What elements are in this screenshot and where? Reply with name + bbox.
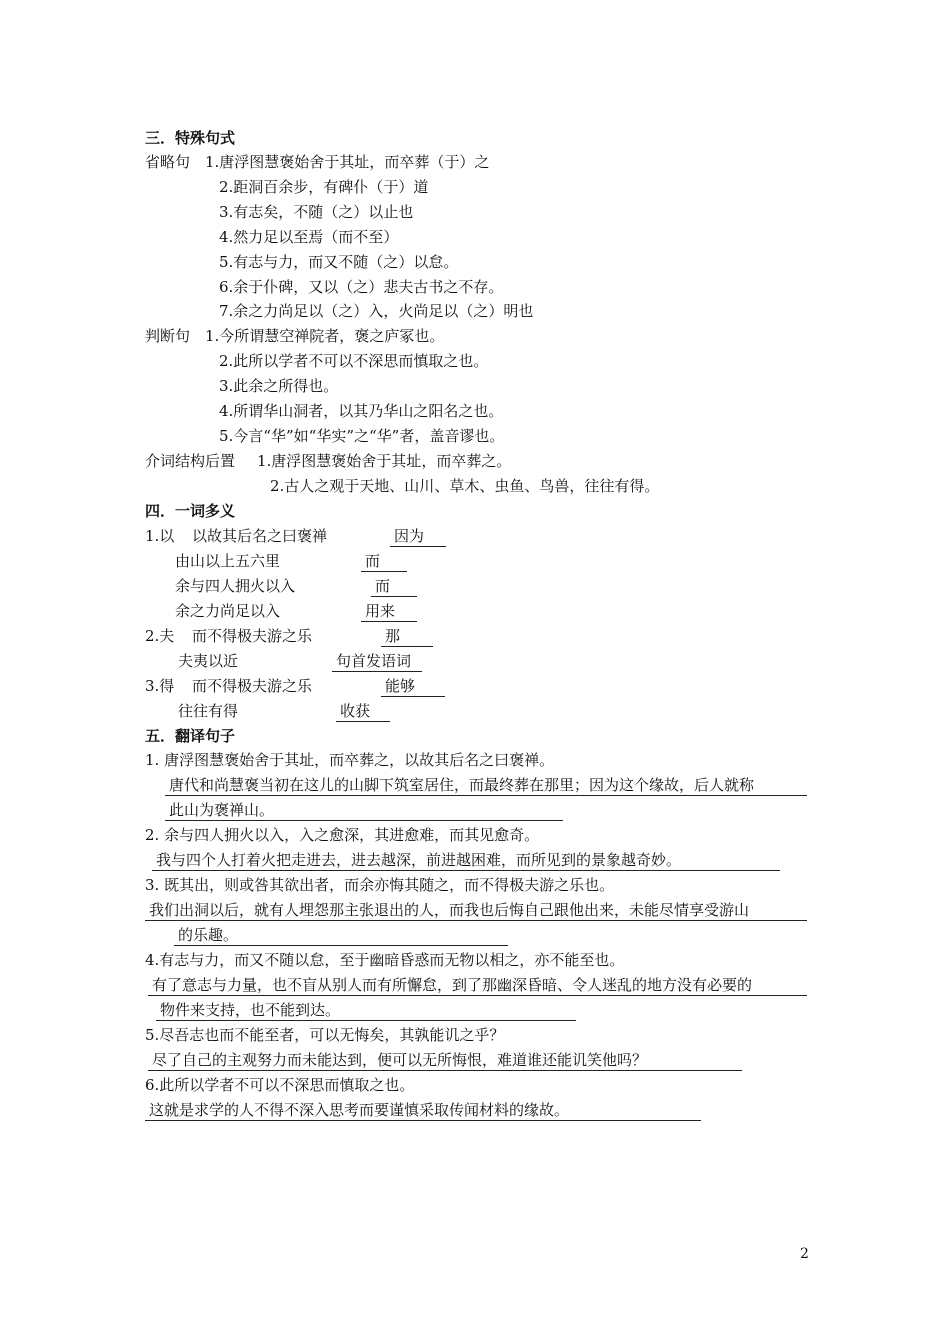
judgment-item: 4.所谓华山洞者，以其乃华山之阳名之也。 bbox=[219, 402, 504, 420]
polysemy-answer: 而 bbox=[371, 576, 417, 597]
translation-answer: 有了意志与力量，也不盲从别人而有所懈怠，到了那幽深昏暗、令人迷乱的地方没有必要的 bbox=[148, 975, 807, 996]
section4-heading: 四．一词多义 bbox=[145, 502, 236, 520]
omission-item: 5.有志与力，而又不随（之）以怠。 bbox=[219, 253, 459, 271]
judgment-item: 3.此余之所得也。 bbox=[219, 377, 339, 395]
polysemy-answer: 句首发语词 bbox=[332, 651, 422, 672]
omission-item: 3.有志矣，不随（之）以止也 bbox=[219, 203, 414, 221]
polysemy-answer: 因为 bbox=[390, 526, 446, 547]
polysemy-word: 2.夫 bbox=[145, 627, 175, 645]
polysemy-answer: 收获 bbox=[336, 701, 390, 722]
translation-answer: 我们出洞以后，就有人埋怨那主张退出的人，而我也后悔自己跟他出来，未能尽情享受游山 bbox=[145, 900, 807, 921]
section3-heading: 三．特殊句式 bbox=[145, 129, 236, 147]
translation-answer: 这就是求学的人不得不深入思考而要谨慎采取传闻材料的缘故。 bbox=[145, 1100, 701, 1121]
polysemy-sentence: 夫夷以近 bbox=[178, 652, 239, 670]
translation-question: 6.此所以学者不可以不深思而慎取之也。 bbox=[145, 1076, 415, 1094]
translation-answer: 我与四个人打着火把走进去，进去越深，前进越困难，而所见到的景象越奇妙。 bbox=[152, 850, 780, 871]
prep-item: 1.唐浮图慧褒始舍于其址，而卒葬之。 bbox=[257, 452, 512, 470]
polysemy-word: 1.以 bbox=[145, 527, 175, 545]
omission-item: 6.余于仆碑，又以（之）悲夫古书之不存。 bbox=[219, 278, 504, 296]
polysemy-sentence: 由山以上五六里 bbox=[175, 552, 281, 570]
translation-answer: 的乐趣。 bbox=[174, 925, 508, 946]
judgment-item: 2.此所以学者不可以不深思而慎取之也。 bbox=[219, 352, 489, 370]
translation-question: 1. 唐浮图慧褒始舍于其址，而卒葬之，以故其后名之曰褒禅。 bbox=[145, 751, 555, 769]
translation-question: 2. 余与四人拥火以入，入之愈深，其进愈难，而其见愈奇。 bbox=[145, 826, 540, 844]
polysemy-word: 3.得 bbox=[145, 677, 175, 695]
polysemy-sentence: 以故其后名之曰褒禅 bbox=[192, 527, 328, 545]
translation-question: 5.尽吾志也而不能至者，可以无悔矣，其孰能讥之乎？ bbox=[145, 1026, 505, 1044]
polysemy-answer: 用来 bbox=[361, 601, 417, 622]
translation-answer: 尽了自己的主观努力而未能达到，便可以无所悔恨，难道谁还能讥笑他吗？ bbox=[148, 1050, 742, 1071]
omission-item: 1.唐浮图慧褒始舍于其址，而卒葬（于）之 bbox=[205, 153, 490, 171]
polysemy-sentence: 余与四人拥火以入 bbox=[175, 577, 296, 595]
prep-label: 介词结构后置 bbox=[145, 452, 236, 470]
page-number: 2 bbox=[800, 1246, 809, 1262]
polysemy-sentence: 余之力尚足以入 bbox=[175, 602, 281, 620]
translation-answer: 物件来支持，也不能到达。 bbox=[156, 1000, 576, 1021]
translation-question: 3. 既其出，则或咎其欲出者，而余亦悔其随之，而不得极夫游之乐也。 bbox=[145, 876, 615, 894]
translation-answer: 此山为褒禅山。 bbox=[165, 800, 563, 821]
prep-item: 2.古人之观于天地、山川、草木、虫鱼、鸟兽，往往有得。 bbox=[270, 477, 660, 495]
judgment-item: 1.今所谓慧空禅院者，褒之庐冢也。 bbox=[205, 327, 445, 345]
omission-label: 省略句 bbox=[145, 153, 191, 171]
polysemy-sentence: 往往有得 bbox=[178, 702, 239, 720]
judgment-label: 判断句 bbox=[145, 327, 191, 345]
translation-answer: 唐代和尚慧褒当初在这儿的山脚下筑室居住，而最终葬在那里；因为这个缘故，后人就称 bbox=[165, 775, 807, 796]
polysemy-answer: 而 bbox=[361, 551, 407, 572]
polysemy-answer: 那 bbox=[381, 626, 433, 647]
judgment-item: 5.今言“华”如“华实”之“华”者，盖音谬也。 bbox=[219, 427, 505, 445]
section5-heading: 五．翻译句子 bbox=[145, 727, 236, 745]
polysemy-answer: 能够 bbox=[381, 676, 445, 697]
translation-question: 4.有志与力，而又不随以怠，至于幽暗昏惑而无物以相之，亦不能至也。 bbox=[145, 951, 625, 969]
omission-item: 4.然力足以至焉（而不至） bbox=[219, 228, 399, 246]
polysemy-sentence: 而不得极夫游之乐 bbox=[192, 627, 313, 645]
omission-item: 7.余之力尚足以（之）入，火尚足以（之）明也 bbox=[219, 302, 534, 320]
polysemy-sentence: 而不得极夫游之乐 bbox=[192, 677, 313, 695]
omission-item: 2.距洞百余步，有碑仆（于）道 bbox=[219, 178, 429, 196]
